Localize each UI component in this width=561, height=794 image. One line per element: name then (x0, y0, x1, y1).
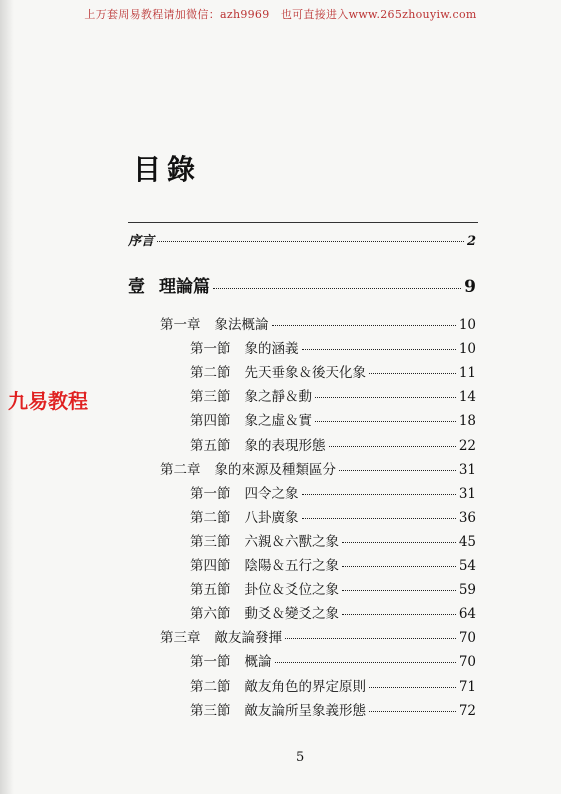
toc-entry-page: 72 (458, 702, 476, 719)
toc-entry-section (190, 409, 476, 429)
toc-entry-page: 10 (458, 317, 476, 333)
toc-entry-number: 第三節 (190, 533, 231, 550)
toc-entry-section (190, 675, 476, 695)
toc-entry-label: 象的表現形態 (244, 437, 326, 454)
toc-entry-section (190, 578, 476, 598)
toc-entry-page: 2 (466, 234, 476, 249)
toc-entry-number: 第二章 (160, 461, 201, 478)
toc-entry-number: 第一章 (160, 317, 201, 333)
toc-entry-label: 陰陽＆五行之象 (244, 558, 339, 574)
title-divider (128, 222, 478, 223)
toc-entry-page: 14 (458, 389, 476, 406)
toc-leader-dots (275, 662, 456, 663)
toc-entry-page: 11 (458, 365, 476, 382)
toc-entry-label: 象之靜＆動 (244, 389, 312, 406)
toc-entry-number: 第五節 (190, 437, 231, 454)
toc-leader-dots (315, 397, 456, 398)
toc-entry-label: 敵友論發揮 (214, 630, 282, 647)
toc-leader-dots (342, 566, 456, 567)
toc-entry-page: 70 (458, 630, 476, 647)
toc-entry-label: 序言 (128, 234, 155, 249)
toc-entry-section (190, 434, 476, 454)
toc-entry-page: 36 (458, 509, 476, 526)
toc-leader-dots (213, 288, 461, 289)
toc-entry-label: 理論篇 (159, 277, 210, 297)
toc-entry-page: 18 (458, 413, 476, 430)
toc-entry-label: 概論 (244, 654, 272, 671)
toc-entry-number: 第二節 (190, 509, 231, 526)
toc-entry-number: 第三節 (190, 389, 231, 406)
toc-entry-number: 第六節 (190, 606, 231, 623)
toc-entry-page: 64 (458, 606, 476, 623)
toc-entry-page: 10 (458, 341, 476, 358)
toc-entry-number: 第一節 (190, 341, 231, 358)
toc-entry-number: 第四節 (190, 413, 231, 430)
toc-entry-page: 31 (458, 461, 476, 478)
toc-entry-page: 22 (458, 437, 476, 454)
toc-leader-dots (302, 349, 456, 350)
toc-entry-label: 象之虛＆實 (244, 413, 312, 430)
toc-leader-dots (369, 687, 456, 688)
toc-entry-page: 54 (458, 558, 476, 574)
toc-entry-number: 第一節 (190, 485, 231, 502)
toc-entry-section (190, 385, 476, 405)
toc-entry-section (190, 337, 476, 357)
toc-entry-page: 9 (464, 277, 476, 297)
toc-entry-section (190, 361, 476, 381)
toc-entry-label: 象的來源及種類區分 (214, 461, 336, 478)
toc-entry-label: 四令之象 (244, 485, 299, 502)
toc-entry-chapter (160, 458, 476, 478)
toc-entry-label: 六親＆六獸之象 (244, 533, 339, 550)
toc-entry-label: 動爻＆變爻之象 (244, 606, 339, 623)
toc-entry-label: 八卦廣象 (244, 509, 299, 526)
toc-leader-dots (302, 494, 456, 495)
toc-entry-page: 45 (458, 533, 476, 550)
toc-entry-section (190, 554, 476, 574)
toc-leader-dots (157, 241, 464, 242)
toc-entry-label: 先天垂象＆後天化象 (244, 365, 366, 382)
toc-entry-number: 第三章 (160, 630, 201, 647)
toc-entry-page: 59 (458, 582, 476, 599)
toc-entry-label: 敵友角色的界定原則 (244, 678, 366, 695)
toc-entry-number: 第五節 (190, 582, 231, 599)
toc-leader-dots (272, 325, 456, 326)
toc-entry-preface (128, 230, 476, 249)
toc-leader-dots (342, 614, 456, 615)
toc-entry-label: 敵友論所呈象義形態 (244, 702, 366, 719)
toc-leader-dots (342, 590, 456, 591)
toc-entry-section (190, 506, 476, 526)
toc-leader-dots (339, 470, 456, 471)
toc-entry-label: 象法概論 (214, 317, 269, 333)
toc-entry-chapter (160, 626, 476, 646)
toc-entry-label: 象的涵義 (244, 341, 299, 358)
page-number: 5 (296, 750, 305, 765)
toc-entry-section (190, 482, 476, 502)
toc-leader-dots (302, 518, 456, 519)
toc-entry-number: 第二節 (190, 678, 231, 695)
toc-leader-dots (369, 373, 456, 374)
toc-entry-section (190, 650, 476, 670)
toc-entry-section (190, 699, 476, 719)
toc-leader-dots (369, 711, 456, 712)
toc-entry-number: 第三節 (190, 702, 231, 719)
toc-part-number: 壹 (128, 277, 145, 297)
top-banner-text: 上万套周易教程请加微信：azh9969 也可直接进入www.265zhouyiw.com (84, 8, 477, 21)
toc-entry-chapter (160, 313, 476, 333)
toc-entry-page: 31 (458, 485, 476, 502)
toc-entry-section (190, 530, 476, 550)
toc-leader-dots (315, 421, 456, 422)
toc-leader-dots (285, 638, 456, 639)
toc-entry-number: 第一節 (190, 654, 231, 671)
toc-entry-page: 70 (458, 654, 476, 671)
page-title: 目錄 (133, 153, 202, 186)
toc-leader-dots (342, 542, 456, 543)
toc-entry-label: 卦位＆爻位之象 (244, 582, 339, 599)
toc-entry-page: 71 (458, 678, 476, 695)
toc-entry-number: 第四節 (190, 558, 231, 574)
toc-entry-number: 第二節 (190, 365, 231, 382)
toc-entry-part (128, 272, 476, 297)
watermark-text: 九易教程 (8, 389, 88, 413)
toc-entry-section (190, 602, 476, 622)
toc-leader-dots (329, 446, 456, 447)
